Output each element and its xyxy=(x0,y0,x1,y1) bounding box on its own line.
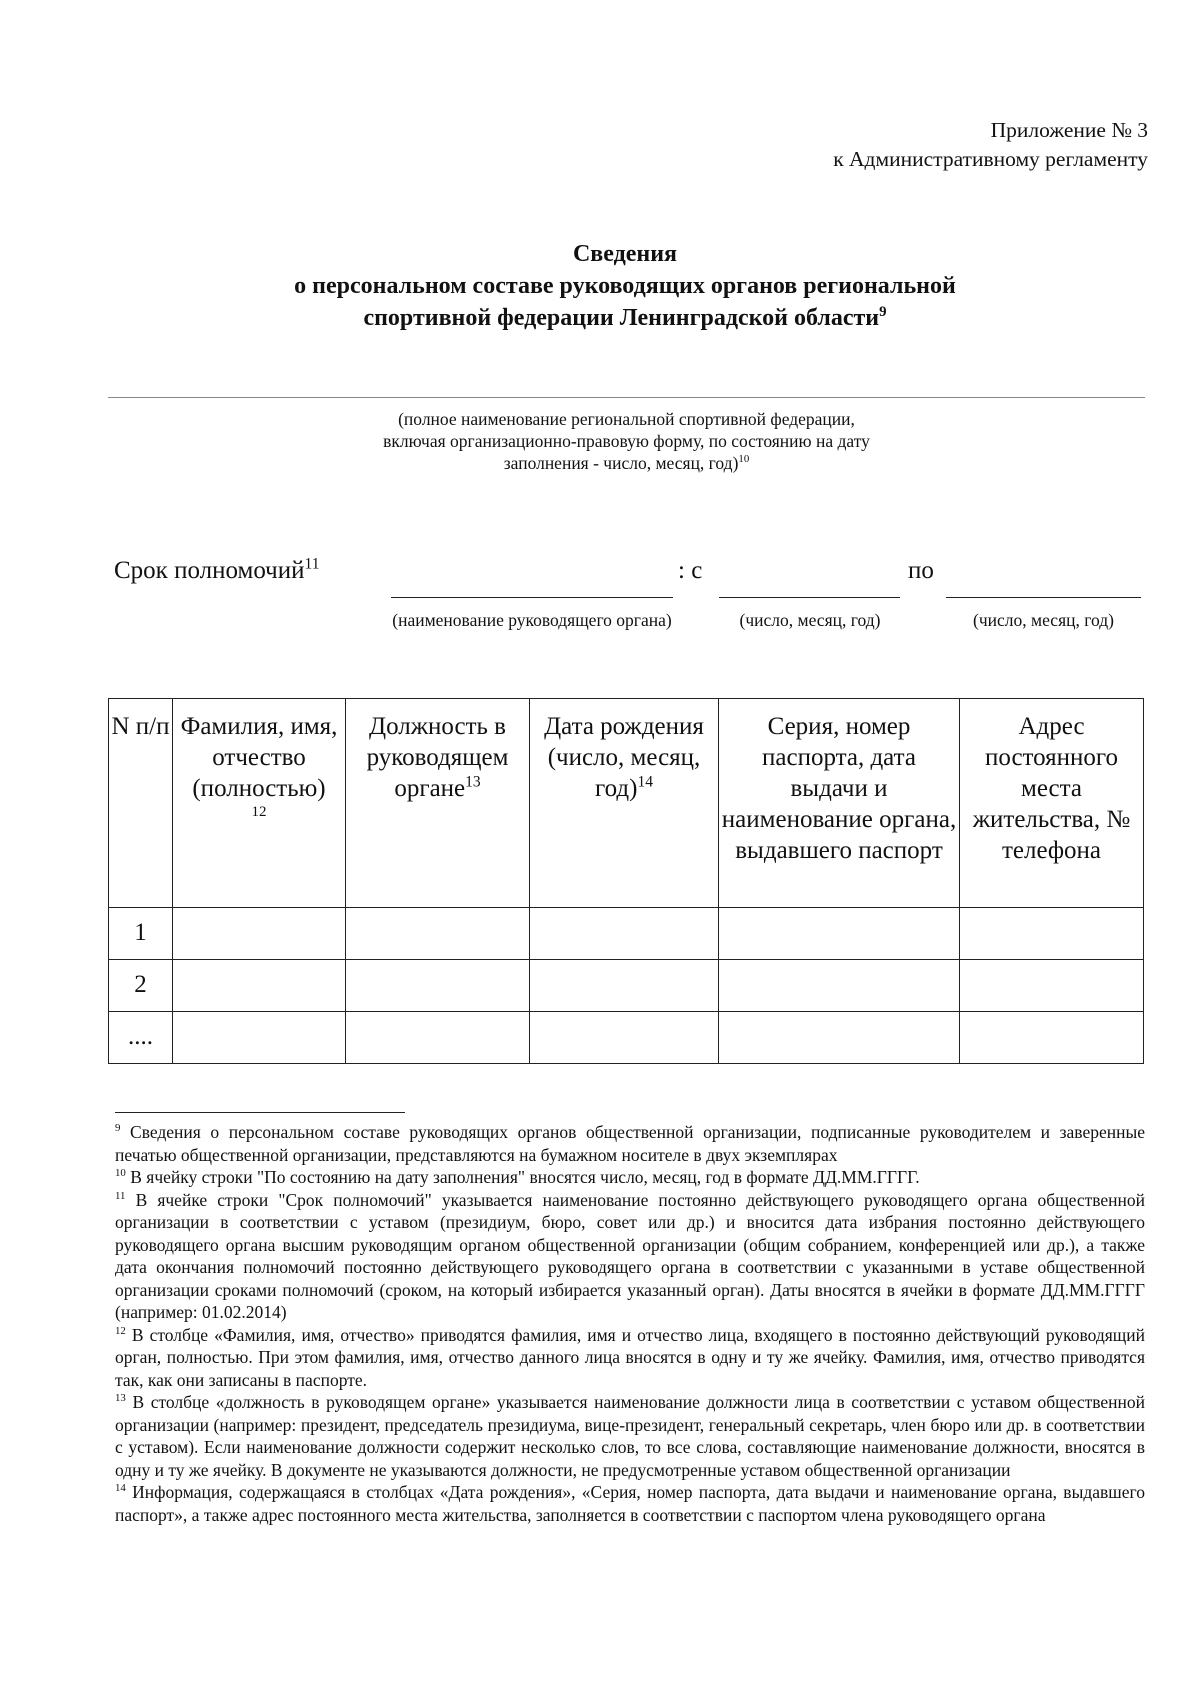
term-of-office-label xyxy=(114,556,319,586)
title-line-2: о персональном составе руководящих органов региональной xyxy=(294,273,956,299)
footnote xyxy=(115,1481,1145,1526)
footnote-text: Информация, содержащаяся в столбцах «Дата рождения», «Серия, номер паспорта, дата выдачи и наименование органа, выдавшего паспорт», а также адрес постоянного места жительства, заполняется в соответствии с паспортом члена руководящего органа xyxy=(115,1482,1145,1525)
full-name-cell[interactable] xyxy=(173,1012,346,1064)
passport-cell[interactable] xyxy=(719,1012,960,1064)
footnote-number: 11 xyxy=(115,1189,126,1202)
footnote-separator xyxy=(115,1112,405,1113)
caption-footnote-ref: 10 xyxy=(738,453,750,466)
birth-date-cell[interactable] xyxy=(530,1012,719,1064)
address-cell[interactable] xyxy=(960,908,1144,960)
term-to-label: по xyxy=(908,557,934,584)
title-line-1: Сведения xyxy=(572,241,678,267)
table-row xyxy=(109,1012,1144,1064)
title-line-3-text: спортивной федерации Ленинградской области xyxy=(363,305,880,331)
footnote xyxy=(115,1189,1145,1324)
caption-line-2: включая организационно-правовую форму, по состоянию на дату xyxy=(383,431,870,451)
header-full-name-footnote-ref: 12 xyxy=(251,804,267,820)
footnote-number: 12 xyxy=(115,1324,126,1337)
table-header-row xyxy=(109,699,1144,908)
position-cell[interactable] xyxy=(346,908,530,960)
footnote-text: В ячейку строки "По состоянию на дату заполнения" вносятся число, месяц, год в формате ДД.ММ.ГГГГ. xyxy=(130,1167,920,1187)
footnote-number: 14 xyxy=(115,1482,126,1495)
caption-line-3 xyxy=(108,452,1145,474)
table-row xyxy=(109,908,1144,960)
footnote xyxy=(115,1391,1145,1481)
header-position-text: Должность в руководящем органе xyxy=(366,713,509,802)
address-cell[interactable] xyxy=(960,960,1144,1012)
governing-body-field-line[interactable] xyxy=(391,597,673,598)
header-birth-date-text: Дата рождения (число, месяц, год) xyxy=(544,713,704,802)
header-position-footnote-ref: 13 xyxy=(465,773,481,791)
passport-cell[interactable] xyxy=(719,960,960,1012)
row-number-cell: .... xyxy=(109,1012,173,1064)
title-footnote-ref: 9 xyxy=(879,304,887,320)
term-from-label: : с xyxy=(678,557,703,584)
caption-line-3-text: заполнения - число, месяц, год) xyxy=(503,453,739,473)
footnote-number: 13 xyxy=(115,1392,126,1405)
date-from-field-line[interactable] xyxy=(719,597,900,598)
header-number-text: N п/п xyxy=(111,713,170,740)
header-address-text: Адрес постоянного места жительства, № телефона xyxy=(972,713,1131,864)
caption-line-1: (полное наименование региональной спортивной федерации, xyxy=(398,409,855,429)
appendix-line-2: к Административному регламенту xyxy=(833,147,1148,171)
address-cell[interactable] xyxy=(960,1012,1144,1064)
birth-date-cell[interactable] xyxy=(530,960,719,1012)
position-cell[interactable] xyxy=(346,960,530,1012)
footnote xyxy=(115,1121,1145,1166)
footnote-number: 10 xyxy=(115,1167,126,1180)
header-cell-position xyxy=(346,699,530,908)
governing-body-caption: (наименование руководящего органа) xyxy=(392,610,672,630)
footnote xyxy=(115,1166,1145,1189)
footnote-text: В столбце «должность в руководящем органе» указывается наименование должности лица в соответствии с уставом общественной организации (например: президент, председатель президиума, вице-президент, генеральный секретарь, член бюро или др. в соответствии с уставом). Если наименование должности содержит несколько слов, то все слова, составляющие наименование должности, вносятся в одну и ту же ячейку. В документе не указываются должности, не предусмотренные уставом общественной организации xyxy=(115,1392,1146,1480)
footnote-text: В ячейке строки "Срок полномочий" указывается наименование постоянно действующего руководящего органа общественной организации в соответствии с уставом (президиум, бюро, совет или др.) и вносится дата избрания постоянно действующего руководящего органа высшим руководящим органом общественной организации (общим собранием, конференцией или др.), а также дата окончания полномочий постоянно действующего руководящего органа в соответствии с указанными в уставе общественной организации сроками полномочий (сроком, на который избирается указанный орган). Даты вносятся в ячейки в формате ДД.ММ.ГГГГ (например: 01.02.2014) xyxy=(115,1189,1146,1322)
date-from-caption: (число, месяц, год) xyxy=(739,610,881,630)
title-line-3 xyxy=(100,302,1150,334)
term-footnote-ref: 11 xyxy=(304,555,320,573)
header-passport-text: Серия, номер паспорта, дата выдачи и наименование органа, выдавшего паспорт xyxy=(721,713,957,864)
term-label-text: Срок полномочий xyxy=(114,557,305,584)
passport-cell[interactable] xyxy=(719,908,960,960)
federation-name-field-line[interactable] xyxy=(108,397,1145,398)
appendix-line-1: Приложение № 3 xyxy=(990,118,1148,142)
date-to-field-line[interactable] xyxy=(946,597,1141,598)
full-name-cell[interactable] xyxy=(173,960,346,1012)
header-cell-full-name xyxy=(173,699,346,908)
personnel-table xyxy=(108,698,1144,1064)
header-cell-passport xyxy=(719,699,960,908)
birth-date-cell[interactable] xyxy=(530,908,719,960)
footnote-number: 9 xyxy=(115,1122,121,1135)
footnote xyxy=(115,1324,1145,1392)
table-row xyxy=(109,960,1144,1012)
appendix-label xyxy=(833,116,1148,174)
document-title xyxy=(100,238,1150,334)
header-full-name-text: Фамилия, имя, отчество (полностью) xyxy=(180,713,338,802)
footnote-text: Сведения о персональном составе руководящих органов общественной организации, подписанные руководителем и заверенные печатью общественной организации, представляются на бумажном носителе в двух экземплярах xyxy=(115,1122,1146,1165)
full-name-cell[interactable] xyxy=(173,908,346,960)
header-cell-birth-date xyxy=(530,699,719,908)
header-birth-date-footnote-ref: 14 xyxy=(637,773,653,791)
footnotes xyxy=(115,1121,1145,1526)
row-number-cell: 1 xyxy=(109,908,173,960)
header-cell-address xyxy=(960,699,1144,908)
header-cell-number xyxy=(109,699,173,908)
row-number-cell: 2 xyxy=(109,960,173,1012)
federation-name-caption xyxy=(108,408,1145,474)
position-cell[interactable] xyxy=(346,1012,530,1064)
footnote-text: В столбце «Фамилия, имя, отчество» приводятся фамилия, имя и отчество лица, входящего в постоянно действующий руководящий орган, полностью. При этом фамилия, имя, отчество данного лица вносятся в одну и ту же ячейку. Фамилия, имя, отчество приводятся так, как они записаны в паспорте. xyxy=(115,1324,1146,1390)
date-to-caption: (число, месяц, год) xyxy=(973,610,1114,630)
